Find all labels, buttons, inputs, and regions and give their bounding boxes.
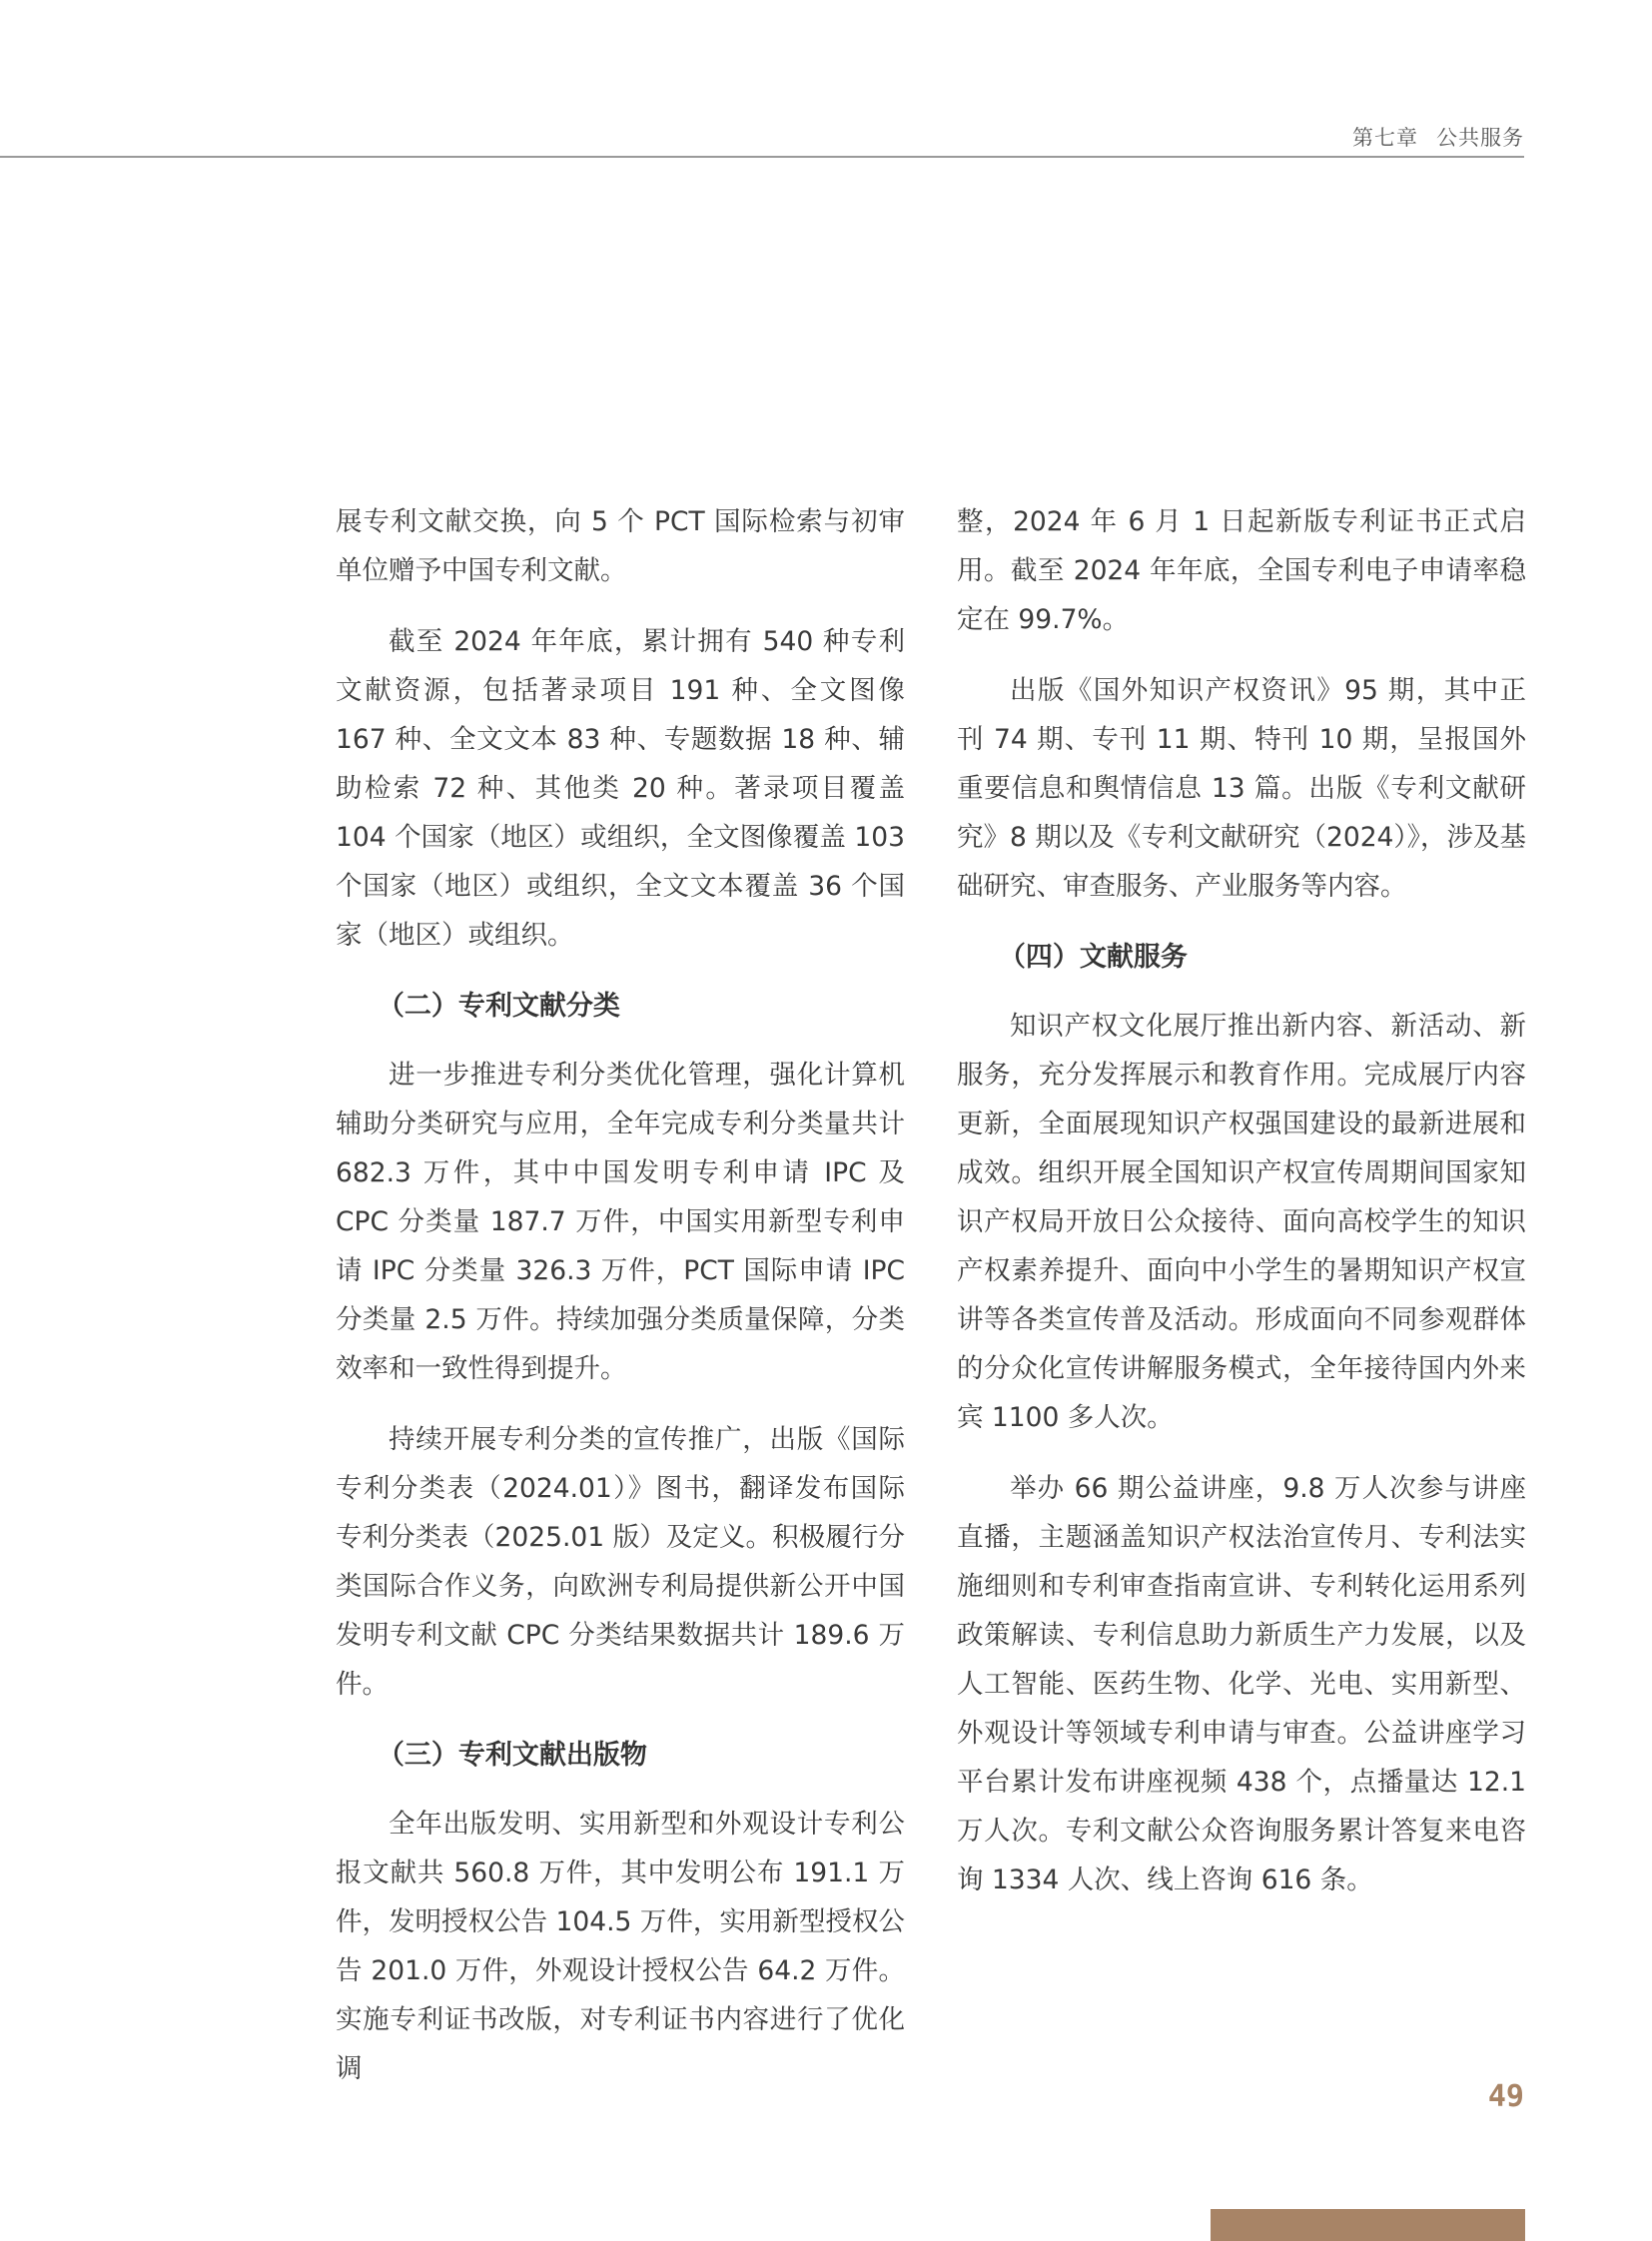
section-heading-classification: （二）专利文献分类: [377, 991, 620, 1022]
left-paragraph-3: 进一步推进专利分类优化管理，强化计算机辅助分类研究与应用，全年完成专利分类量共计 682.3 万件，其中中国发明专利申请 IPC 及 CPC 分类量 187.7 万件，中国实用新型专利申请 IPC 分类量 326.3 万件，PCT 国际申请 IPC 分类量 2.5 万件。持续加强分类质量保障，分类效率和一致性得到提升。: [336, 1060, 905, 1384]
right-column: [957, 497, 1526, 1926]
left-paragraph-2: 截至 2024 年年底，累计拥有 540 种专利文献资源，包括著录项目 191 种、全文图像 167 种、全文文本 83 种、专题数据 18 种、辅助检索 72 种、其他类 20 种。著录项目覆盖 104 个国家（地区）或组织，全文图像覆盖 103 个国家（地区）或组织，全文文本覆盖 36 个国家（地区）或组织。: [336, 626, 905, 951]
section-heading-publications: （三）专利文献出版物: [377, 1740, 647, 1771]
decorative-corner-bar: [1211, 2209, 1525, 2241]
left-paragraph-5: 全年出版发明、实用新型和外观设计专利公报文献共 560.8 万件，其中发明公布 191.1 万件，发明授权公告 104.5 万件，实用新型授权公告 201.0 万件，外观设计授权公告 64.2 万件。实施专利证书改版，对专利证书内容进行了优化调: [336, 1809, 905, 2084]
right-paragraph-3: 知识产权文化展厅推出新内容、新活动、新服务，充分发挥展示和教育作用。完成展厅内容更新，全面展现知识产权强国建设的最新进展和成效。组织开展全国知识产权宣传周期间国家知识产权局开放日公众接待、面向高校学生的知识产权素养提升、面向中小学生的暑期知识产权宣讲等各类宣传普及活动。形成面向不同参观群体的分众化宣传讲解服务模式，全年接待国内外来宾 1100 多人次。: [957, 1011, 1526, 1433]
header-divider: [0, 156, 1524, 158]
left-paragraph-4: 持续开展专利分类的宣传推广，出版《国际专利分类表（2024.01）》图书，翻译发布国际专利分类表（2025.01 版）及定义。积极履行分类国际合作义务，向欧洲专利局提供新公开中国发明专利文献 CPC 分类结果数据共计 189.6 万件。: [336, 1424, 905, 1700]
page-number: 49: [1487, 2079, 1524, 2114]
section-label: 公共服务: [1436, 126, 1524, 150]
running-header: [1352, 122, 1524, 152]
right-paragraph-4: 举办 66 期公益讲座，9.8 万人次参与讲座直播，主题涵盖知识产权法治宣传月、专利法实施细则和专利审查指南宣讲、专利转化运用系列政策解读、专利信息助力新质生产力发展，以及人工智能、医药生物、化学、光电、实用新型、外观设计等领域专利申请与审查。公益讲座学习平台累计发布讲座视频 438 个，点播量达 12.1 万人次。专利文献公众咨询服务累计答复来电咨询 1334 人次、线上咨询 616 条。: [957, 1473, 1526, 1895]
right-paragraph-2: 出版《国外知识产权资讯》95 期，其中正刊 74 期、专刊 11 期、特刊 10 期，呈报国外重要信息和舆情信息 13 篇。出版《专利文献研究》8 期以及《专利文献研究（2024）》，涉及基础研究、审查服务、产业服务等内容。: [957, 675, 1526, 902]
left-paragraph-1: 展专利文献交换，向 5 个 PCT 国际检索与初审单位赠予中国专利文献。: [336, 506, 905, 586]
right-paragraph-1: 整，2024 年 6 月 1 日起新版专利证书正式启用。截至 2024 年年底，全国专利电子申请率稳定在 99.7%。: [957, 506, 1526, 635]
chapter-label: 第七章: [1352, 126, 1418, 150]
section-heading-document-services: （四）文献服务: [998, 942, 1188, 973]
left-column: [336, 497, 905, 2115]
